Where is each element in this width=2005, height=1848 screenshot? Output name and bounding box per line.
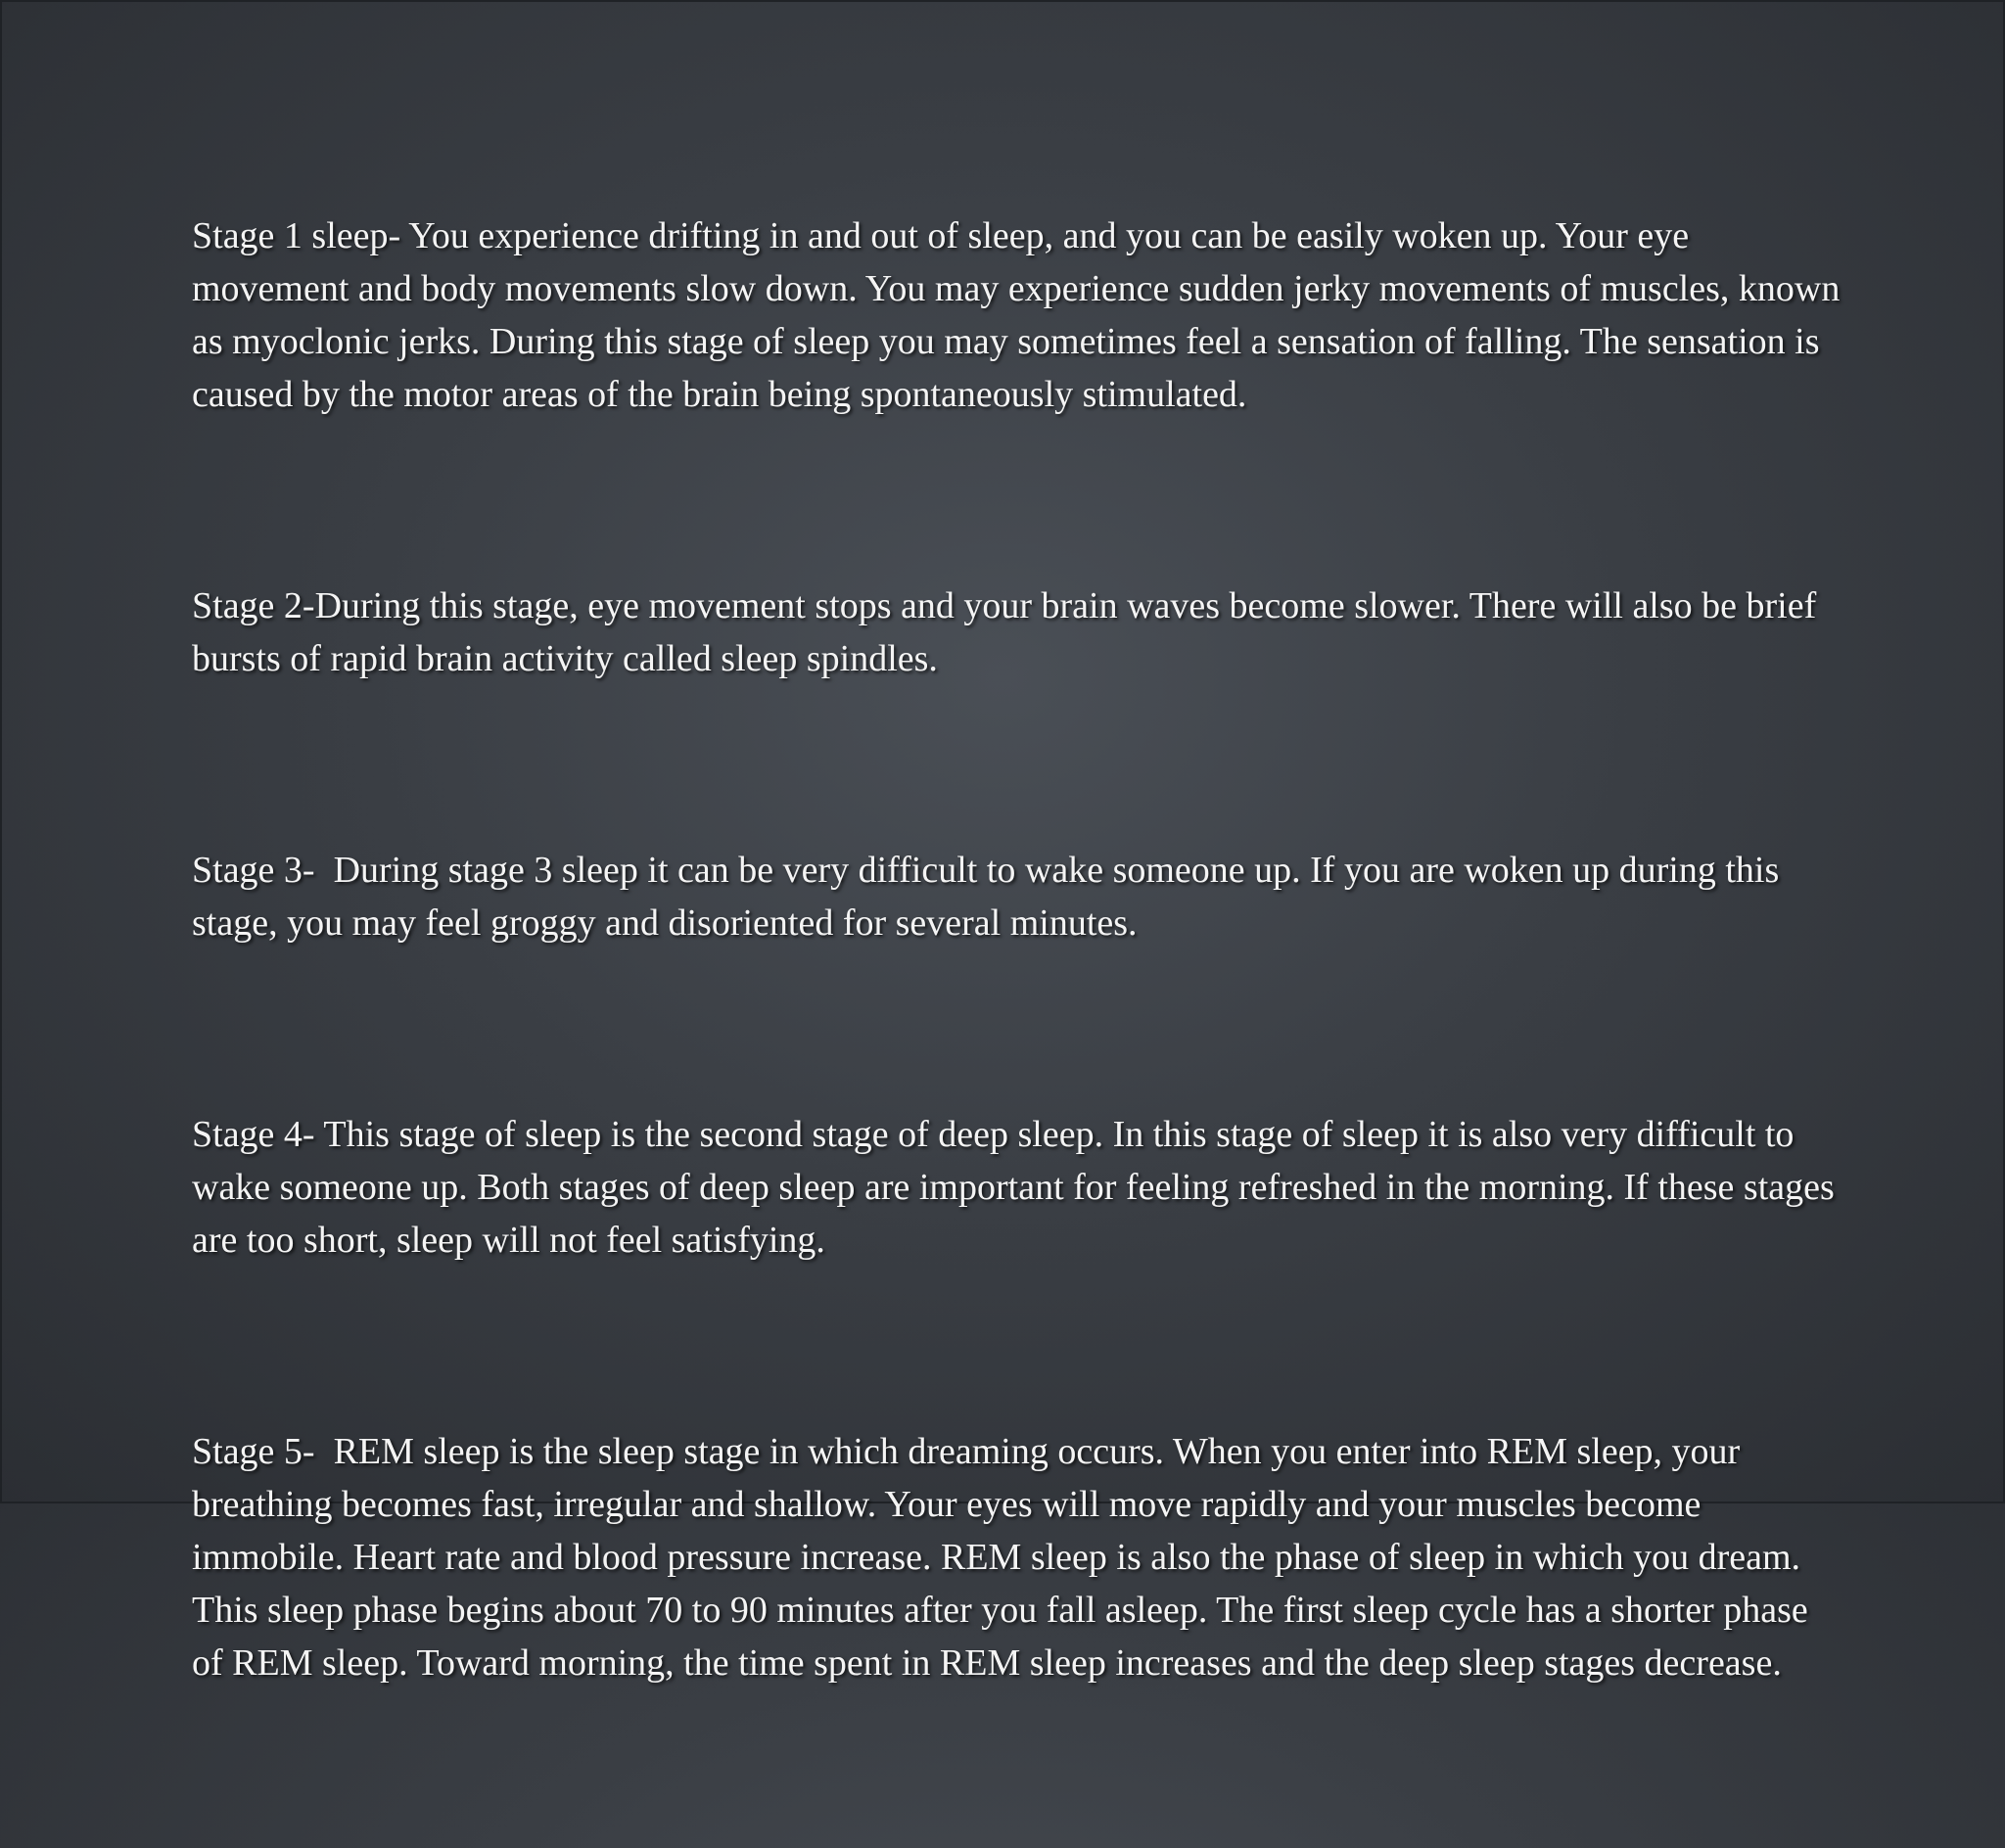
stage-2-paragraph: Stage 2-During this stage, eye movement stops and your brain waves become slower. There will also be brief bursts of rapid brain activity called sleep spindles. xyxy=(192,585,1826,679)
stage-4-paragraph: Stage 4- This stage of sleep is the second stage of deep sleep. In this stage of sleep it is also very difficult to wake someone up. Both stages of deep sleep are important for feeling refreshed in the morning. If these stages are too short, sleep will not feel satisfying. xyxy=(192,1114,1844,1261)
stage-3-paragraph: Stage 3- During stage 3 sleep it can be very difficult to wake someone up. If you are woken up during this stage, you may feel groggy and disoriented for several minutes. xyxy=(192,850,1789,944)
stage-5-paragraph: Stage 5- REM sleep is the sleep stage in which dreaming occurs. When you enter into REM sleep, your breathing becomes fast, irregular and shallow. Your eyes will move rapidly and your muscles become immobile. Heart rate and blood pressure increase. REM sleep is also the phase of sleep in which you dream. This sleep phase begins about 70 to 90 minutes after you fall asleep. The first sleep cycle has a shorter phase of REM sleep. Toward morning, the time spent in REM sleep increases and the deep sleep stages decrease. xyxy=(192,1431,1818,1684)
stage-1-paragraph: Stage 1 sleep- You experience drifting in and out of sleep, and you can be easily woken up. Your eye movement and body movements slow down. You may experience sudden jerky movements of muscles, known as myoclonic jerks. During this stage of sleep you may sometimes feel a sensation of falling. The sensation is caused by the motor areas of the brain being spontaneously stimulated. xyxy=(192,215,1849,415)
slide-body-text xyxy=(192,104,1849,1848)
